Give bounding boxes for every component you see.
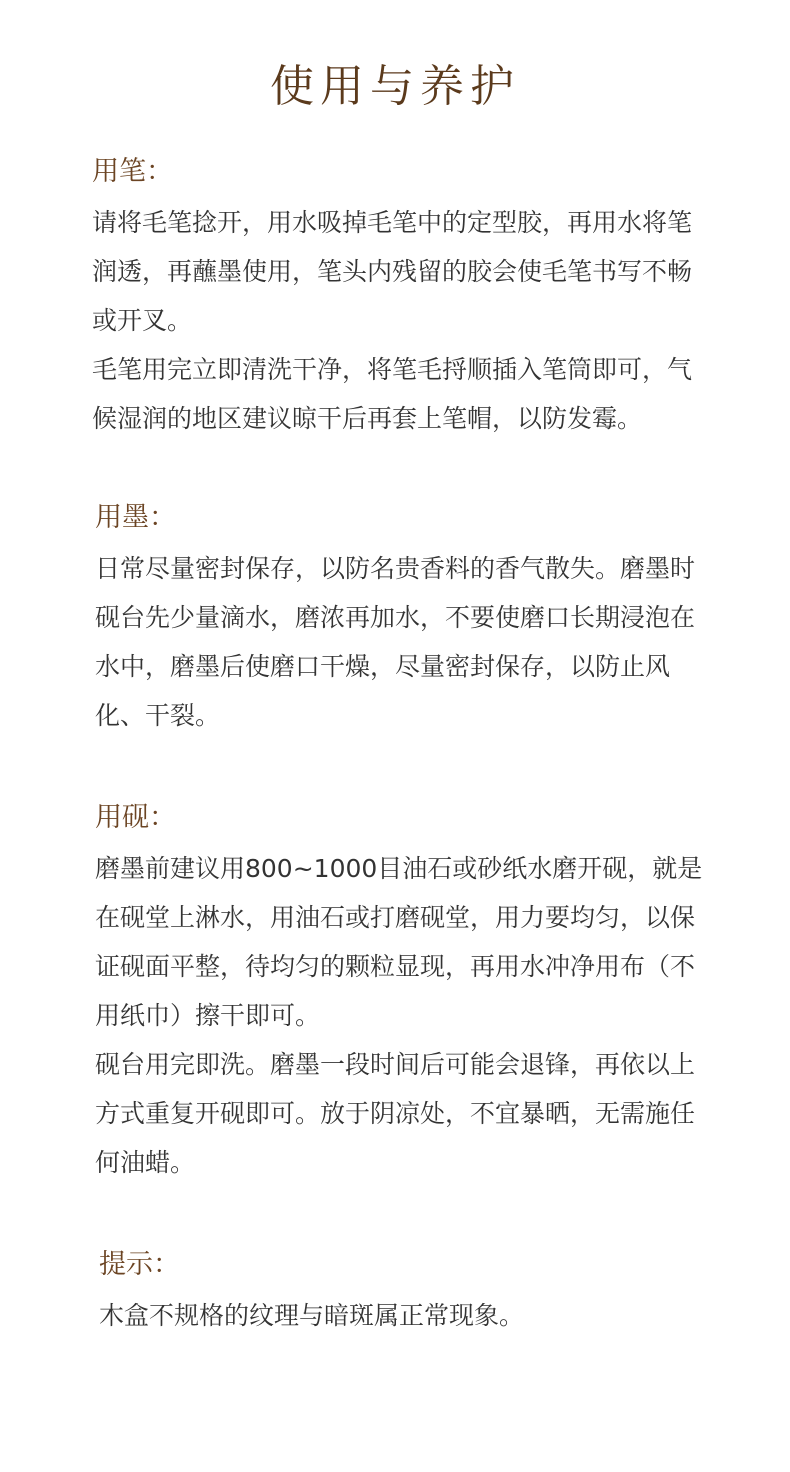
section-heading-inkstone: 用砚：: [95, 802, 176, 833]
paragraph-tip-1: 木盒不规格的纹理与暗斑属正常现象。: [99, 1301, 525, 1330]
paragraph-brush-1: 请将毛笔捻开，用水吸掉毛笔中的定型胶，再用水将笔润透，再蘸墨使用，笔头内残留的胶会使毛笔书写不畅或开叉。: [92, 208, 693, 335]
section-heading-ink: 用墨：: [95, 502, 176, 533]
section-heading-brush: 用笔：: [92, 156, 173, 187]
page-title: 使用与养护: [270, 61, 520, 112]
section-heading-tip: 提示：: [99, 1249, 180, 1280]
paragraph-ink-1: 日常尽量密封保存，以防名贵香料的香气散失。磨墨时砚台先少量滴水，磨浓再加水，不要使磨口长期浸泡在水中，磨墨后使磨口干燥，尽量密封保存，以防止风化、干裂。: [95, 554, 696, 730]
section-inkstone: [95, 798, 705, 1187]
paragraph-inkstone-1: 磨墨前建议用800~1000目油石或砂纸水磨开砚，就是在砚堂上淋水，用油石或打磨砚堂，用力要均匀，以保证砚面平整，待均匀的颗粒显现，再用水冲净用布（不用纸巾）擦干即可。: [95, 854, 703, 1030]
section-brush: [92, 152, 702, 443]
section-ink: [95, 498, 705, 740]
paragraph-brush-2: 毛笔用完立即清洗干净，将笔毛捋顺插入笔筒即可，气候湿润的地区建议晾干后再套上笔帽，以防发霉。: [92, 355, 693, 433]
section-tip: [99, 1245, 709, 1340]
paragraph-inkstone-2: 砚台用完即洗。磨墨一段时间后可能会退锋，再依以上方式重复开砚即可。放于阴凉处，不宜暴晒，无需施任何油蜡。: [95, 1050, 696, 1177]
